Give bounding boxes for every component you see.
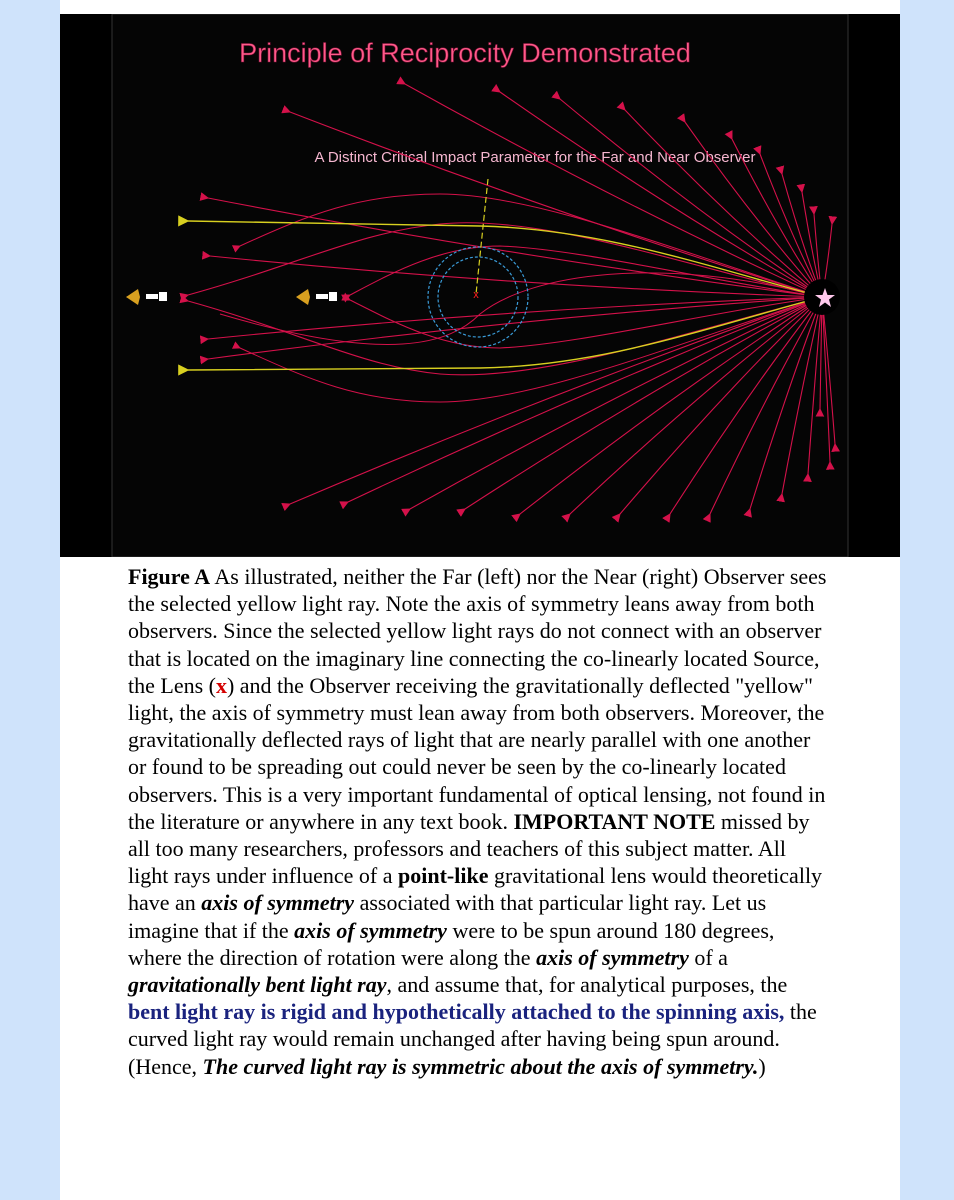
caption-text-4: gravitational lens would theoretically have an [128,863,823,916]
caption-text-1: As illustrated, neither the Far (left) nor the Near (right) Observer sees the selected yellow light ray. Note the axis of symmetry leans away from both observers. Since the selected yellow light rays do not connect with an observer that is located on the imaginary line connecting the co-linearly located Source, the Lens ( [128,564,827,698]
caption-text-8: , and assume that, for analytical purposes, the [386,972,788,998]
caption-text-3: missed by all too many researchers, professors and teachers of this subject matter. All light rays under influence of a [128,808,810,889]
caption-text-2: ) and the Observer receiving the gravitationally deflected "yellow" light, the axis of symmetry must lean away from both observers. Moreover, the gravitationally deflected rays of light that are nearly parallel with one another or found to be spreading out could never be seen by the co-linearly located observers. This is a very important fundamental of optical lensing, not found in the literature or anywhere in any text book. [128,672,826,834]
point-like: point-like [398,863,489,889]
caption-text-10: ) [758,1053,766,1079]
important-note: IMPORTANT NOTE [513,808,716,834]
caption-lens-x: x [215,672,227,698]
axis-of-symmetry-1: axis of symmetry [201,890,355,916]
axis-of-symmetry-3: axis of symmetry [536,944,689,970]
caption-text-7: of a [688,944,728,970]
caption-text-6: were to be spun around 180 degrees, where the direction of rotation were along the [128,917,775,970]
gravitationally-bent-ray: gravitationally bent light ray [128,972,387,998]
caption-text-9: the curved light ray would remain unchanged after having being spun around. (Hence, [128,999,817,1079]
figure-title: Principle of Reciprocity Demonstrated [239,38,691,68]
axis-of-symmetry-2: axis of symmetry [294,917,447,943]
lens-mark: x [473,289,479,301]
page [60,0,900,1200]
figure-subtitle: A Distinct Critical Impact Parameter for the Far and Near Observer [314,149,756,166]
caption-text-5: associated with that particular light ray. Let us imagine that if the [128,890,767,943]
rigid-ray-note: bent light ray is rigid and hypothetically attached to the spinning axis, [128,999,785,1025]
lensing-figure [60,14,900,557]
figure-caption [128,563,828,1080]
caption-conclusion: The curved light ray is symmetric about the axis of symmetry. [202,1053,759,1079]
lensing-diagram [60,14,900,557]
caption-label: Figure A [128,564,211,589]
